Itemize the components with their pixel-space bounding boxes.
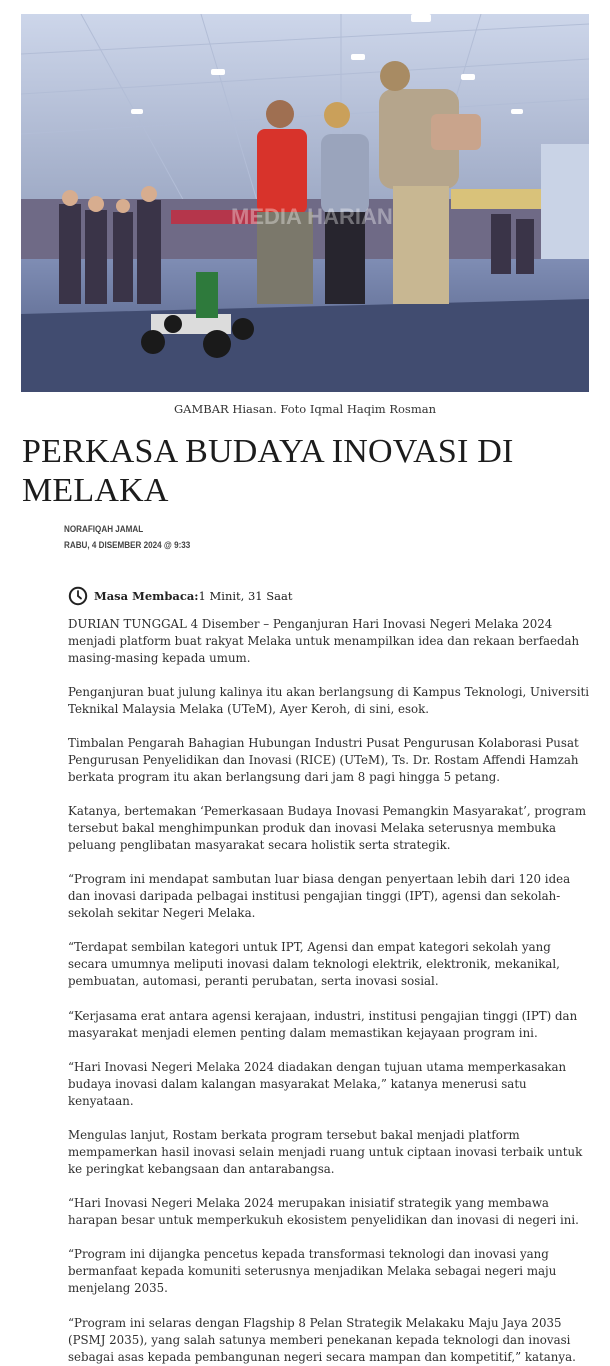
paragraph: DURIAN TUNGGAL 4 Disember – Penganjuran Hari Inovasi Negeri Melaka 2024 menjadi platform buat rakyat Melaka untuk menampilkan idea dan rekaan berfaedah masing-masing kepada umum. (68, 617, 580, 665)
reading-time (68, 585, 292, 607)
article-photo (21, 14, 589, 392)
photo-caption: GAMBAR Hiasan. Foto Iqmal Haqim Rosman (174, 402, 436, 416)
publish-date: RABU, 4 DISEMBER 2024 @ 9:33 (64, 540, 191, 550)
article-headline: PERKASA BUDAYA INOVASI DI MELAKA (22, 433, 514, 509)
paragraph: “Kerjasama erat antara agensi kerajaan, industri, institusi pengajian tinggi (IPT) dan masyarakat menjadi elemen penting dalam memastikan kejayaan program ini. (68, 1009, 578, 1040)
reading-time-value: 1 Minit, 31 Saat (198, 589, 293, 603)
paragraph: “Program ini dijangka pencetus kepada transformasi teknologi dan inovasi yang bermanfaat kepada komuniti seterusnya menjadikan Melaka sebagai negeri maju menjelang 2035. (68, 1247, 557, 1295)
paragraph: Timbalan Pengarah Bahagian Hubungan Industri Pusat Pengurusan Kolaborasi Pusat Pengurusan Penyelidikan dan Inovasi (RICE) (UTeM), Ts. Dr. Rostam Affendi Hamzah berkata program itu akan berlangsung dari jam 8 pagi hingga 5 petang. (68, 736, 579, 784)
paragraph: Mengulas lanjut, Rostam berkata program tersebut bakal menjadi platform mempamerkan hasil inovasi selain menjadi ruang untuk ciptaan inovasi terbaik untuk ke peringkat kebangsaan dan antarabangsa. (68, 1128, 583, 1176)
photo-watermark: MEDIA HARIAN (231, 204, 393, 229)
paragraph: “Terdapat sembilan kategori untuk IPT, Agensi dan empat kategori sekolah yang secara umumnya meliputi inovasi dalam teknologi elektrik, elektronik, mekanikal, pembuatan, automasi, peranti perubatan, serta inovasi sosial. (68, 940, 560, 988)
author-name[interactable]: NORAFIQAH JAMAL (64, 524, 144, 534)
article-body (68, 616, 590, 1366)
paragraph: “Hari Inovasi Negeri Melaka 2024 diadakan dengan tujuan utama memperkasakan budaya inovasi dalam kalangan masyarakat Melaka,” katanya menerusi satu kenyataan. (68, 1060, 567, 1108)
photo-illustration (21, 14, 589, 392)
paragraph: “Program ini mendapat sambutan luar biasa dengan penyertaan lebih dari 120 idea dan inovasi daripada pelbagai institusi pengajian tinggi (IPT), agensi dan sekolah-sekolah sekitar Negeri Melaka. (68, 872, 571, 920)
paragraph: Penganjuran buat julung kalinya itu akan berlangsung di Kampus Teknologi, Universiti Teknikal Malaysia Melaka (UTeM), Ayer Keroh, di sini, esok. (68, 685, 589, 716)
paragraph: “Hari Inovasi Negeri Melaka 2024 merupakan inisiatif strategik yang membawa harapan besar untuk memperkukuh ekosistem penyelidikan dan inovasi di negeri ini. (68, 1196, 579, 1227)
paragraph: “Program ini selaras dengan Flagship 8 Pelan Strategik Melakaku Maju Jaya 2035 (PSMJ 2035), yang salah satunya memberi penekanan kepada teknologi dan inovasi sebagai asas kepada pembangunan negeri secara mampan dan kompetitif,” katanya. (68, 1316, 576, 1364)
clock-icon (68, 586, 88, 606)
paragraph: Katanya, bertemakan ‘Pemerkasaan Budaya Inovasi Pemangkin Masyarakat’, program tersebut bakal menghimpunkan produk dan inovasi Melaka seterusnya membuka peluang penglibatan masyarakat secara holistik serta strategik. (68, 804, 587, 852)
reading-time-label: Masa Membaca: (94, 589, 199, 603)
